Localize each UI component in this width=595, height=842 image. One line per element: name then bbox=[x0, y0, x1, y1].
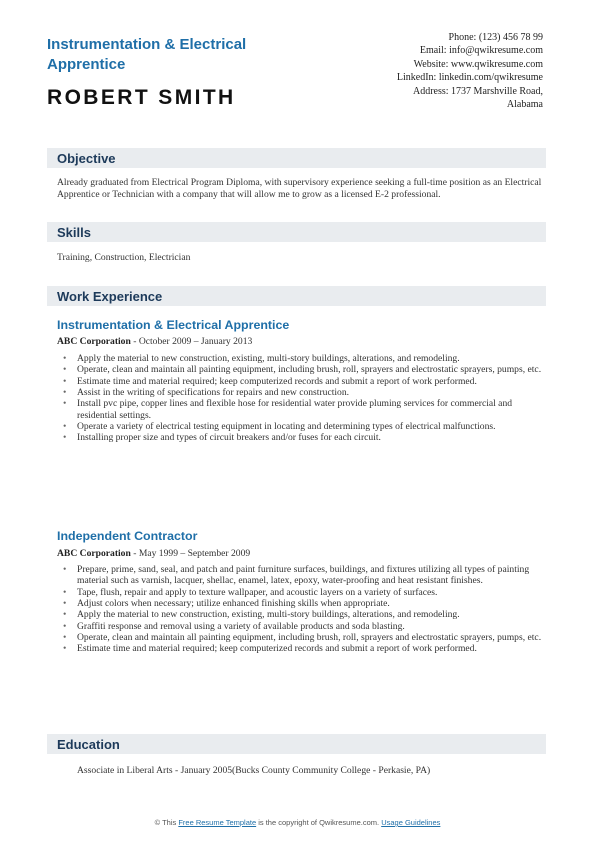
job-bullets bbox=[57, 564, 547, 655]
contact-linkedin: LinkedIn: linkedin.com/qwikresume bbox=[396, 72, 543, 84]
section-skills-header bbox=[47, 222, 546, 242]
section-education-header bbox=[47, 734, 546, 754]
education-text: Associate in Liberal Arts - January 2005(Bucks County Community College - Perkasie, PA) bbox=[77, 765, 431, 776]
bullet-item: • Install pvc pipe, copper lines and flexible hose for residential water provide pluming services for commercial and residential settings. bbox=[57, 398, 547, 421]
skills-text: Training, Construction, Electrician bbox=[57, 252, 191, 263]
contact-block bbox=[313, 31, 543, 111]
bullet-item: • Tape, flush, repair and apply to texture wallpaper, and acoustic layers on a variety of surfaces. bbox=[57, 587, 547, 598]
job-title: Independent Contractor bbox=[57, 529, 198, 543]
bullet-item: • Adjust colors when necessary; utilize enhanced finishing skills when appropriate. bbox=[57, 598, 547, 609]
bullet-item: • Operate, clean and maintain all painting equipment, including brush, roll, sprayers and electrostatic sprayers, pumps, etc. bbox=[57, 364, 547, 375]
bullet-item: • Operate a variety of electrical testing equipment in locating and determining types of electrical malfunctions. bbox=[57, 421, 547, 432]
section-heading: Work Experience bbox=[57, 289, 163, 304]
bullet-item: • Estimate time and material required; keep computerized records and submit a report of work performed. bbox=[57, 376, 547, 387]
bullet-item: • Apply the material to new construction, existing, multi-story buildings, alterations, and remodeling. bbox=[57, 353, 547, 364]
job-dates: - May 1999 – September 2009 bbox=[130, 548, 251, 559]
section-heading: Skills bbox=[57, 225, 91, 240]
footer bbox=[0, 818, 595, 827]
footer-prefix: © This bbox=[154, 818, 179, 827]
header-job-title: Instrumentation & Electrical Apprentice bbox=[47, 36, 247, 73]
contact-website: Website: www.qwikresume.com bbox=[413, 58, 543, 70]
section-heading: Education bbox=[57, 737, 120, 752]
usage-guidelines-link[interactable]: Usage Guidelines bbox=[381, 818, 441, 827]
bullet-item: • Assist in the writing of specifications for repairs and new construction. bbox=[57, 387, 547, 398]
job-company-line bbox=[57, 336, 252, 347]
job-bullets bbox=[57, 353, 547, 444]
objective-text: Already graduated from Electrical Program Diploma, with supervisory experience seeking a full-time position as an Electrical Apprentice or Technician with a company that will allow me to grow as a licensed E-2 professional. bbox=[57, 177, 542, 200]
job-company-line bbox=[57, 548, 250, 559]
footer-middle: is the copyright of Qwikresume.com. bbox=[256, 818, 382, 827]
contact-address: Address: 1737 Marshville Road, Alabama bbox=[413, 85, 543, 111]
section-heading: Objective bbox=[57, 151, 116, 166]
section-objective-header bbox=[47, 148, 546, 168]
section-work-header bbox=[47, 286, 546, 306]
bullet-item: • Graffiti response and removal using a variety of available products and soda blasting. bbox=[57, 621, 547, 632]
bullet-item: • Apply the material to new construction, existing, multi-story buildings, alterations, and remodeling. bbox=[57, 609, 547, 620]
job-dates: - October 2009 – January 2013 bbox=[130, 336, 253, 347]
company-name: ABC Corporation bbox=[57, 548, 131, 559]
bullet-item: • Installing proper size and types of circuit breakers and/or fuses for each circuit. bbox=[57, 432, 547, 443]
free-resume-template-link[interactable]: Free Resume Template bbox=[178, 818, 257, 827]
candidate-name: ROBERT SMITH bbox=[47, 86, 236, 109]
bullet-item: • Operate, clean and maintain all painting equipment, including brush, roll, sprayers and electrostatic sprayers, pumps, etc. bbox=[57, 632, 547, 643]
bullet-item: • Estimate time and material required; keep computerized records and submit a report of work performed. bbox=[57, 643, 547, 654]
bullet-item: • Prepare, prime, sand, seal, and patch and paint furniture surfaces, buildings, and fixtures utilizing all types of painting material such as varnish, lacquer, shellac, enamel, latex, epoxy, water-proofing and heat resistant finishes. bbox=[57, 564, 547, 587]
contact-email: Email: info@qwikresume.com bbox=[419, 45, 543, 57]
contact-phone: Phone: (123) 456 78 99 bbox=[448, 32, 543, 43]
job-title: Instrumentation & Electrical Apprentice bbox=[57, 318, 290, 332]
company-name: ABC Corporation bbox=[57, 336, 131, 347]
